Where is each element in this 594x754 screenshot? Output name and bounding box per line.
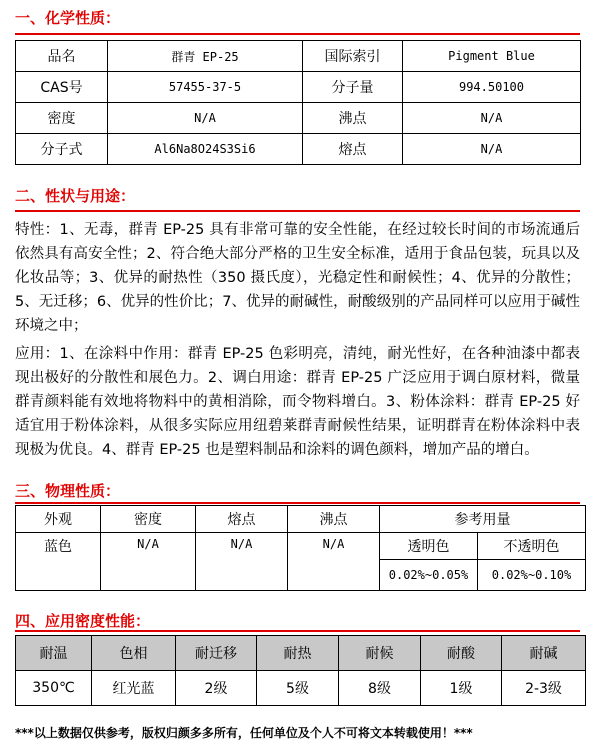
table-cell: N/A bbox=[108, 103, 303, 134]
table-cell: 密度 bbox=[16, 103, 108, 134]
section-divider bbox=[15, 502, 580, 504]
table-row bbox=[16, 72, 581, 103]
table-header-cell: 色相 bbox=[92, 636, 176, 671]
table-header-cell: 耐候 bbox=[339, 636, 421, 671]
physical-properties-table bbox=[15, 505, 586, 591]
table-header-cell: 耐酸 bbox=[421, 636, 502, 671]
chemical-properties-table bbox=[15, 40, 581, 165]
table-cell: 57455-37-5 bbox=[108, 72, 303, 103]
table-cell: 2-3级 bbox=[502, 671, 586, 706]
table-cell: 群青 EP-25 bbox=[108, 41, 303, 72]
table-cell: Pigment Blue bbox=[403, 41, 581, 72]
table-header-cell: 耐热 bbox=[257, 636, 339, 671]
table-cell: 分子量 bbox=[303, 72, 403, 103]
features-paragraph: 特性：1、无毒，群青 EP-25 具有非常可靠的安全性能，在经过较长时间的市场流通后依然具有高安全性；2、符合绝大部分严格的卫生安全标准，适用于食品包装，玩具以及化妆品等；3、优异的耐热性（350 摄氏度），光稳定性和耐候性；4、优异的分散性；5、无迁移；6、优异的性价比；7、优异的耐碱性，耐酸级别的产品同样可以应用于碱性环境之中； bbox=[15, 222, 580, 334]
table-cell: 蓝色 bbox=[16, 533, 101, 591]
section-title-chemical: 一、化学性质： bbox=[15, 9, 121, 27]
table-cell: CAS号 bbox=[16, 72, 108, 103]
footer-disclaimer: ***以上数据仅供参考，版权归颜多多所有，任何单位及个人不可将文本转载使用！*** bbox=[15, 726, 473, 740]
table-cell: 沸点 bbox=[303, 103, 403, 134]
section-divider bbox=[15, 630, 580, 632]
table-header-cell: 参考用量 bbox=[380, 506, 586, 533]
section-title-physical: 三、物理性质： bbox=[15, 482, 121, 500]
table-cell: 国际索引 bbox=[303, 41, 403, 72]
table-cell: 0.02%~0.05% bbox=[380, 560, 478, 591]
section-divider bbox=[15, 33, 580, 35]
table-cell: 红光蓝 bbox=[92, 671, 176, 706]
performance-table bbox=[15, 635, 586, 706]
table-header-cell: 密度 bbox=[101, 506, 196, 533]
table-sub-header-cell: 不透明色 bbox=[478, 533, 586, 560]
table-header-cell: 耐碱 bbox=[502, 636, 586, 671]
table-cell: 熔点 bbox=[303, 134, 403, 165]
table-row bbox=[16, 103, 581, 134]
table-cell: 1级 bbox=[421, 671, 502, 706]
table-cell: 994.50100 bbox=[403, 72, 581, 103]
table-cell: 0.02%~0.10% bbox=[478, 560, 586, 591]
table-cell: N/A bbox=[101, 533, 196, 591]
table-cell: 5级 bbox=[257, 671, 339, 706]
table-row bbox=[16, 134, 581, 165]
section-title-usage: 二、性状与用途： bbox=[15, 187, 136, 205]
table-cell: 8级 bbox=[339, 671, 421, 706]
table-cell: Al6Na8O24S3Si6 bbox=[108, 134, 303, 165]
section-title-performance: 四、应用密度性能： bbox=[15, 612, 151, 630]
table-row bbox=[16, 636, 586, 671]
table-row bbox=[16, 671, 586, 706]
table-cell: 分子式 bbox=[16, 134, 108, 165]
table-header-cell: 熔点 bbox=[196, 506, 288, 533]
table-sub-header-cell: 透明色 bbox=[380, 533, 478, 560]
table-row bbox=[16, 41, 581, 72]
table-cell: N/A bbox=[288, 533, 380, 591]
table-row bbox=[16, 533, 586, 560]
table-cell: N/A bbox=[196, 533, 288, 591]
applications-paragraph: 应用：1、在涂料中作用：群青 EP-25 色彩明亮，清纯，耐光性好，在各种油漆中都表现出极好的分散性和展色力。2、调白用途：群青 EP-25 广泛应用于调白原材料，微量群青颜料能有效地将物料中的黄相消除，而令物料增白。3、粉体涂料：群青 EP-25 好适宜用于粉体涂料，从很多实际应用纽碧莱群青耐候性结果，证明群青在粉体涂料中表现极为优良。4、群青 EP-25 也是塑料制品和涂料的调色颜料，增加产品的增白。 bbox=[15, 346, 580, 458]
table-row bbox=[16, 506, 586, 533]
table-cell: 2级 bbox=[176, 671, 257, 706]
section-divider bbox=[15, 210, 580, 212]
table-cell: N/A bbox=[403, 134, 581, 165]
table-header-cell: 耐迁移 bbox=[176, 636, 257, 671]
table-cell: 350℃ bbox=[16, 671, 92, 706]
table-cell: 品名 bbox=[16, 41, 108, 72]
table-cell: N/A bbox=[403, 103, 581, 134]
table-header-cell: 外观 bbox=[16, 506, 101, 533]
table-header-cell: 耐温 bbox=[16, 636, 92, 671]
table-header-cell: 沸点 bbox=[288, 506, 380, 533]
